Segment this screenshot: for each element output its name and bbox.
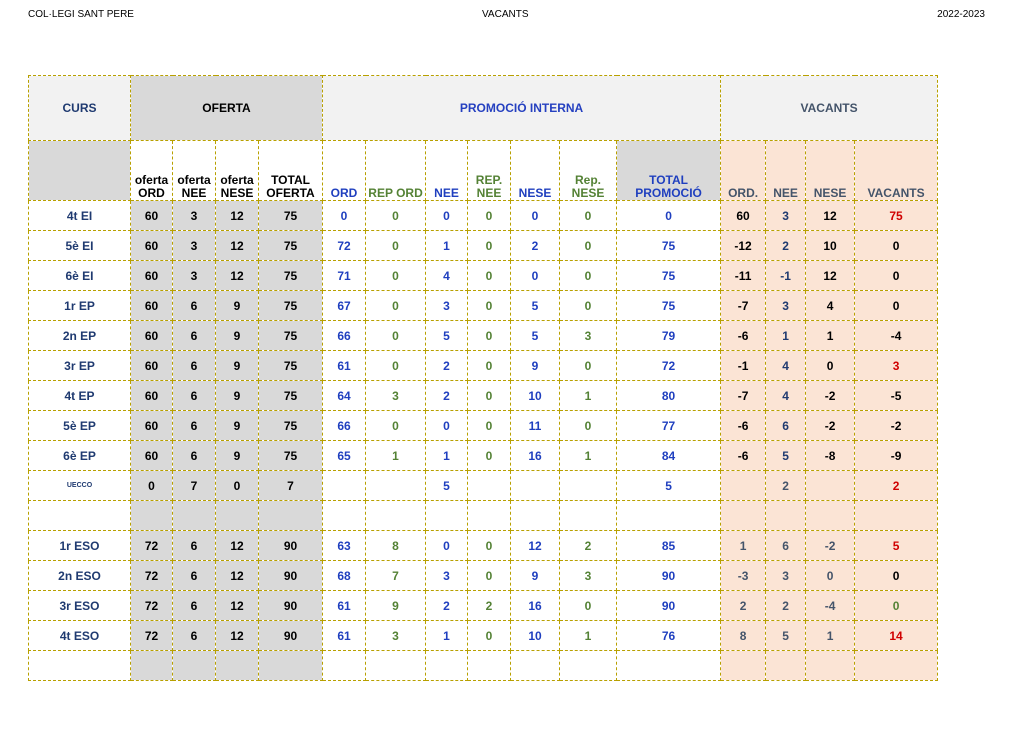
cell-nese: 10 [511, 621, 560, 651]
curs-cell: 2n ESO [29, 561, 131, 591]
cell-total-oferta: 75 [259, 291, 323, 321]
cell-oferta-nese: 12 [216, 621, 259, 651]
subheader-oferta-nese: oferta NESE [216, 141, 259, 201]
cell-oferta-nee: 3 [173, 261, 216, 291]
cell-oferta-nese: 9 [216, 321, 259, 351]
cell-rep-ord: 3 [366, 621, 426, 651]
table-row [29, 561, 938, 591]
cell-total-promocio: 80 [617, 381, 721, 411]
cell-oferta-nee: 6 [173, 321, 216, 351]
cell-oferta-ord: 60 [131, 381, 173, 411]
table-row [29, 471, 938, 501]
cell-rep-ord [366, 471, 426, 501]
school-name: COL·LEGI SANT PERE [28, 9, 134, 20]
cell-oferta-ord: 60 [131, 201, 173, 231]
cell-oferta-nese: 12 [216, 561, 259, 591]
cell-vacants-nee: 1 [766, 321, 806, 351]
cell-total-promocio: 75 [617, 231, 721, 261]
subheader-vacants-total: VACANTS [855, 141, 938, 201]
cell-vacants-total: -2 [855, 411, 938, 441]
cell-rep-nee: 0 [468, 621, 511, 651]
cell-rep-nee: 0 [468, 441, 511, 471]
cell-oferta-nee: 6 [173, 441, 216, 471]
cell-ord: 68 [323, 561, 366, 591]
cell-rep-nee: 0 [468, 351, 511, 381]
cell-ord: 66 [323, 411, 366, 441]
cell-vacants-ord: -6 [721, 441, 766, 471]
table-row [29, 321, 938, 351]
cell-vacants-total: 75 [855, 201, 938, 231]
cell-rep-nee: 0 [468, 411, 511, 441]
curs-cell [29, 501, 131, 531]
cell-oferta-nee: 3 [173, 231, 216, 261]
cell-total-promocio: 79 [617, 321, 721, 351]
cell-vacants-ord: -11 [721, 261, 766, 291]
table-row [29, 411, 938, 441]
cell-rep-nese [560, 501, 617, 531]
cell-vacants-ord: -12 [721, 231, 766, 261]
cell-ord: 65 [323, 441, 366, 471]
cell-total-oferta: 75 [259, 321, 323, 351]
cell-rep-nese: 3 [560, 321, 617, 351]
cell-oferta-nese: 12 [216, 261, 259, 291]
table-row [29, 501, 938, 531]
table-row [29, 201, 938, 231]
cell-oferta-nee: 6 [173, 621, 216, 651]
cell-oferta-nese: 9 [216, 351, 259, 381]
cell-vacants-nee [766, 651, 806, 681]
cell-total-promocio [617, 501, 721, 531]
curs-cell: 6è EP [29, 441, 131, 471]
cell-nee: 0 [426, 411, 468, 441]
cell-vacants-total [855, 501, 938, 531]
subheader-total-promocio: TOTAL PROMOCIÓ [617, 141, 721, 201]
cell-oferta-nee: 3 [173, 201, 216, 231]
cell-total-oferta: 75 [259, 351, 323, 381]
cell-rep-nee: 0 [468, 201, 511, 231]
cell-ord: 63 [323, 531, 366, 561]
cell-vacants-total: 0 [855, 291, 938, 321]
cell-nee [426, 651, 468, 681]
cell-vacants-total: 14 [855, 621, 938, 651]
cell-ord: 61 [323, 591, 366, 621]
cell-vacants-nese: 12 [806, 261, 855, 291]
cell-total-oferta: 75 [259, 411, 323, 441]
cell-vacants-ord: -7 [721, 381, 766, 411]
cell-total-oferta: 7 [259, 471, 323, 501]
cell-nese [511, 651, 560, 681]
cell-rep-nee: 0 [468, 231, 511, 261]
cell-vacants-total: 0 [855, 561, 938, 591]
cell-vacants-nese [806, 501, 855, 531]
cell-total-promocio: 72 [617, 351, 721, 381]
cell-vacants-nese: -2 [806, 531, 855, 561]
cell-vacants-nee: 2 [766, 231, 806, 261]
cell-oferta-nee: 6 [173, 291, 216, 321]
cell-vacants-total: 0 [855, 261, 938, 291]
cell-vacants-ord: -6 [721, 411, 766, 441]
cell-vacants-nese: 0 [806, 561, 855, 591]
cell-total-promocio: 75 [617, 261, 721, 291]
cell-oferta-nee: 7 [173, 471, 216, 501]
document-title: VACANTS [482, 9, 529, 20]
cell-vacants-nee: 2 [766, 471, 806, 501]
cell-total-oferta: 75 [259, 441, 323, 471]
subheader-nese: NESE [511, 141, 560, 201]
cell-oferta-nese: 12 [216, 231, 259, 261]
cell-vacants-ord [721, 501, 766, 531]
cell-oferta-nese: 12 [216, 531, 259, 561]
cell-total-promocio: 5 [617, 471, 721, 501]
cell-ord [323, 501, 366, 531]
cell-total-oferta: 75 [259, 231, 323, 261]
oferta-group-header: OFERTA [131, 76, 323, 141]
cell-vacants-nese: 0 [806, 351, 855, 381]
cell-nese: 10 [511, 381, 560, 411]
cell-oferta-nee: 6 [173, 531, 216, 561]
cell-rep-ord: 1 [366, 441, 426, 471]
cell-total-oferta [259, 501, 323, 531]
cell-nee: 0 [426, 531, 468, 561]
cell-oferta-nee: 6 [173, 351, 216, 381]
cell-nese: 0 [511, 261, 560, 291]
cell-nese: 5 [511, 291, 560, 321]
table-row [29, 621, 938, 651]
cell-rep-nese: 2 [560, 531, 617, 561]
cell-ord [323, 651, 366, 681]
cell-ord: 67 [323, 291, 366, 321]
cell-vacants-nese [806, 471, 855, 501]
cell-oferta-ord: 72 [131, 591, 173, 621]
curs-cell: 4t EI [29, 201, 131, 231]
subheader-vacants-nee: NEE [766, 141, 806, 201]
cell-total-promocio [617, 651, 721, 681]
cell-nese: 0 [511, 201, 560, 231]
vacants-group-header: VACANTS [721, 76, 938, 141]
cell-vacants-ord: -7 [721, 291, 766, 321]
table-row [29, 261, 938, 291]
cell-oferta-ord [131, 651, 173, 681]
cell-total-promocio: 77 [617, 411, 721, 441]
cell-vacants-ord [721, 471, 766, 501]
cell-oferta-nee [173, 651, 216, 681]
cell-vacants-nee: -1 [766, 261, 806, 291]
table-row [29, 381, 938, 411]
cell-rep-ord: 8 [366, 531, 426, 561]
cell-oferta-nese: 9 [216, 381, 259, 411]
cell-vacants-nee: 3 [766, 561, 806, 591]
cell-rep-nee: 0 [468, 291, 511, 321]
cell-vacants-nee: 3 [766, 201, 806, 231]
cell-vacants-nee: 3 [766, 291, 806, 321]
cell-ord: 0 [323, 201, 366, 231]
cell-oferta-ord: 72 [131, 621, 173, 651]
cell-vacants-ord: 8 [721, 621, 766, 651]
table-row [29, 531, 938, 561]
subheader-row [29, 141, 938, 201]
cell-nee: 2 [426, 351, 468, 381]
cell-rep-nese: 0 [560, 351, 617, 381]
promocio-group-header: PROMOCIÓ INTERNA [323, 76, 721, 141]
cell-ord: 72 [323, 231, 366, 261]
cell-vacants-nese [806, 651, 855, 681]
cell-rep-nese: 1 [560, 381, 617, 411]
cell-oferta-nese: 9 [216, 441, 259, 471]
cell-nese: 16 [511, 591, 560, 621]
cell-nee: 5 [426, 321, 468, 351]
cell-rep-nee: 0 [468, 381, 511, 411]
cell-total-promocio: 76 [617, 621, 721, 651]
cell-oferta-ord: 60 [131, 261, 173, 291]
cell-nee: 0 [426, 201, 468, 231]
cell-ord [323, 471, 366, 501]
curs-cell: 3r EP [29, 351, 131, 381]
cell-rep-ord: 0 [366, 261, 426, 291]
cell-nese: 5 [511, 321, 560, 351]
table-row [29, 651, 938, 681]
curs-cell: 2n EP [29, 321, 131, 351]
cell-ord: 61 [323, 621, 366, 651]
cell-vacants-nee: 5 [766, 621, 806, 651]
cell-oferta-nee: 6 [173, 411, 216, 441]
cell-rep-nese: 0 [560, 261, 617, 291]
cell-rep-nese: 0 [560, 291, 617, 321]
cell-oferta-ord: 60 [131, 321, 173, 351]
cell-total-oferta [259, 651, 323, 681]
subheader-ord: ORD [323, 141, 366, 201]
curs-cell: 3r ESO [29, 591, 131, 621]
cell-vacants-nee: 2 [766, 591, 806, 621]
cell-total-oferta: 75 [259, 201, 323, 231]
cell-vacants-total: 5 [855, 531, 938, 561]
cell-oferta-nese: 12 [216, 591, 259, 621]
cell-total-promocio: 85 [617, 531, 721, 561]
cell-total-oferta: 90 [259, 591, 323, 621]
cell-rep-nese: 1 [560, 621, 617, 651]
cell-nese: 9 [511, 561, 560, 591]
cell-rep-nese: 3 [560, 561, 617, 591]
cell-rep-ord: 0 [366, 291, 426, 321]
curs-cell: 4t ESO [29, 621, 131, 651]
cell-rep-nese: 0 [560, 411, 617, 441]
cell-nee: 1 [426, 231, 468, 261]
school-year: 2022-2023 [937, 9, 985, 20]
cell-vacants-nee [766, 501, 806, 531]
cell-oferta-nese [216, 501, 259, 531]
cell-oferta-nee: 6 [173, 591, 216, 621]
cell-ord: 66 [323, 321, 366, 351]
cell-oferta-ord: 60 [131, 441, 173, 471]
cell-rep-nese [560, 651, 617, 681]
cell-rep-ord: 0 [366, 201, 426, 231]
cell-total-oferta: 90 [259, 561, 323, 591]
cell-total-promocio: 84 [617, 441, 721, 471]
cell-oferta-nee: 6 [173, 561, 216, 591]
cell-rep-nese: 0 [560, 231, 617, 261]
cell-rep-nee [468, 501, 511, 531]
cell-ord: 71 [323, 261, 366, 291]
cell-rep-nee [468, 651, 511, 681]
cell-vacants-nese: 4 [806, 291, 855, 321]
cell-nese: 11 [511, 411, 560, 441]
cell-total-promocio: 90 [617, 591, 721, 621]
cell-total-oferta: 75 [259, 261, 323, 291]
curs-cell: 5è EI [29, 231, 131, 261]
cell-rep-nese: 0 [560, 591, 617, 621]
cell-oferta-nese: 0 [216, 471, 259, 501]
cell-nese: 12 [511, 531, 560, 561]
cell-vacants-nee: 4 [766, 381, 806, 411]
cell-rep-nee: 0 [468, 531, 511, 561]
cell-vacants-nese: 12 [806, 201, 855, 231]
table-row [29, 441, 938, 471]
subheader-oferta-ord: oferta ORD [131, 141, 173, 201]
cell-vacants-total: 0 [855, 591, 938, 621]
cell-total-promocio: 0 [617, 201, 721, 231]
group-header-row [29, 76, 938, 141]
cell-rep-nee: 0 [468, 321, 511, 351]
cell-nee: 1 [426, 621, 468, 651]
curs-cell: 6è EI [29, 261, 131, 291]
cell-vacants-ord: 1 [721, 531, 766, 561]
cell-oferta-nese: 12 [216, 201, 259, 231]
table-row [29, 591, 938, 621]
subheader-vacants-nese: NESE [806, 141, 855, 201]
cell-oferta-nee [173, 501, 216, 531]
curs-cell: 4t EP [29, 381, 131, 411]
cell-rep-nee: 2 [468, 591, 511, 621]
cell-nese [511, 501, 560, 531]
cell-oferta-nese: 9 [216, 291, 259, 321]
cell-vacants-ord: -3 [721, 561, 766, 591]
cell-nee [426, 501, 468, 531]
cell-total-oferta: 90 [259, 531, 323, 561]
cell-oferta-ord: 60 [131, 351, 173, 381]
cell-total-promocio: 90 [617, 561, 721, 591]
cell-vacants-nee: 5 [766, 441, 806, 471]
cell-vacants-nese: 1 [806, 321, 855, 351]
curs-cell: 1r ESO [29, 531, 131, 561]
cell-vacants-nese: -4 [806, 591, 855, 621]
vacants-table [28, 75, 938, 681]
cell-vacants-ord [721, 651, 766, 681]
cell-oferta-nese: 9 [216, 411, 259, 441]
curs-group-header: CURS [29, 76, 131, 141]
cell-vacants-total [855, 651, 938, 681]
subheader-total-oferta: TOTAL OFERTA [259, 141, 323, 201]
cell-vacants-total: -9 [855, 441, 938, 471]
cell-vacants-ord: 60 [721, 201, 766, 231]
cell-nese: 9 [511, 351, 560, 381]
cell-rep-ord: 0 [366, 231, 426, 261]
curs-cell: 5è EP [29, 411, 131, 441]
cell-nee: 4 [426, 261, 468, 291]
cell-oferta-ord: 72 [131, 561, 173, 591]
cell-vacants-total: 3 [855, 351, 938, 381]
cell-rep-nee: 0 [468, 261, 511, 291]
subheader-vacants-ord: ORD. [721, 141, 766, 201]
cell-vacants-total: 2 [855, 471, 938, 501]
cell-oferta-ord: 0 [131, 471, 173, 501]
cell-vacants-total: 0 [855, 231, 938, 261]
cell-vacants-nee: 6 [766, 411, 806, 441]
cell-oferta-ord [131, 501, 173, 531]
cell-vacants-total: -4 [855, 321, 938, 351]
table-row [29, 291, 938, 321]
cell-vacants-nese: 1 [806, 621, 855, 651]
cell-rep-ord: 3 [366, 381, 426, 411]
cell-total-promocio: 75 [617, 291, 721, 321]
cell-nese: 2 [511, 231, 560, 261]
cell-rep-nee [468, 471, 511, 501]
cell-rep-ord [366, 501, 426, 531]
cell-vacants-nese: 10 [806, 231, 855, 261]
cell-rep-nese [560, 471, 617, 501]
cell-rep-nese: 0 [560, 201, 617, 231]
cell-oferta-ord: 60 [131, 411, 173, 441]
cell-oferta-ord: 60 [131, 291, 173, 321]
table-row [29, 351, 938, 381]
cell-nese [511, 471, 560, 501]
cell-vacants-nee: 4 [766, 351, 806, 381]
cell-nee: 1 [426, 441, 468, 471]
cell-nee: 5 [426, 471, 468, 501]
cell-vacants-nee: 6 [766, 531, 806, 561]
cell-oferta-ord: 60 [131, 231, 173, 261]
subheader-curs [29, 141, 131, 201]
subheader-rep-ord: REP ORD [366, 141, 426, 201]
cell-vacants-total: -5 [855, 381, 938, 411]
cell-rep-nese: 1 [560, 441, 617, 471]
cell-oferta-ord: 72 [131, 531, 173, 561]
cell-vacants-nese: -2 [806, 381, 855, 411]
cell-nee: 2 [426, 591, 468, 621]
subheader-oferta-nee: oferta NEE [173, 141, 216, 201]
curs-cell [29, 651, 131, 681]
cell-rep-ord: 0 [366, 411, 426, 441]
cell-total-oferta: 75 [259, 381, 323, 411]
curs-cell: UECCO [29, 471, 131, 501]
cell-vacants-ord: -1 [721, 351, 766, 381]
curs-cell: 1r EP [29, 291, 131, 321]
cell-vacants-ord: 2 [721, 591, 766, 621]
cell-vacants-nese: -2 [806, 411, 855, 441]
cell-nese: 16 [511, 441, 560, 471]
cell-oferta-nee: 6 [173, 381, 216, 411]
cell-nee: 3 [426, 561, 468, 591]
cell-ord: 64 [323, 381, 366, 411]
cell-rep-ord: 0 [366, 321, 426, 351]
cell-vacants-ord: -6 [721, 321, 766, 351]
subheader-nee: NEE [426, 141, 468, 201]
cell-rep-ord: 9 [366, 591, 426, 621]
cell-nee: 3 [426, 291, 468, 321]
cell-total-oferta: 90 [259, 621, 323, 651]
cell-oferta-nese [216, 651, 259, 681]
cell-vacants-nese: -8 [806, 441, 855, 471]
cell-rep-ord: 7 [366, 561, 426, 591]
cell-rep-ord: 0 [366, 351, 426, 381]
table-row [29, 231, 938, 261]
cell-rep-nee: 0 [468, 561, 511, 591]
cell-nee: 2 [426, 381, 468, 411]
subheader-rep-nese: Rep. NESE [560, 141, 617, 201]
subheader-rep-nee: REP. NEE [468, 141, 511, 201]
cell-rep-ord [366, 651, 426, 681]
cell-ord: 61 [323, 351, 366, 381]
